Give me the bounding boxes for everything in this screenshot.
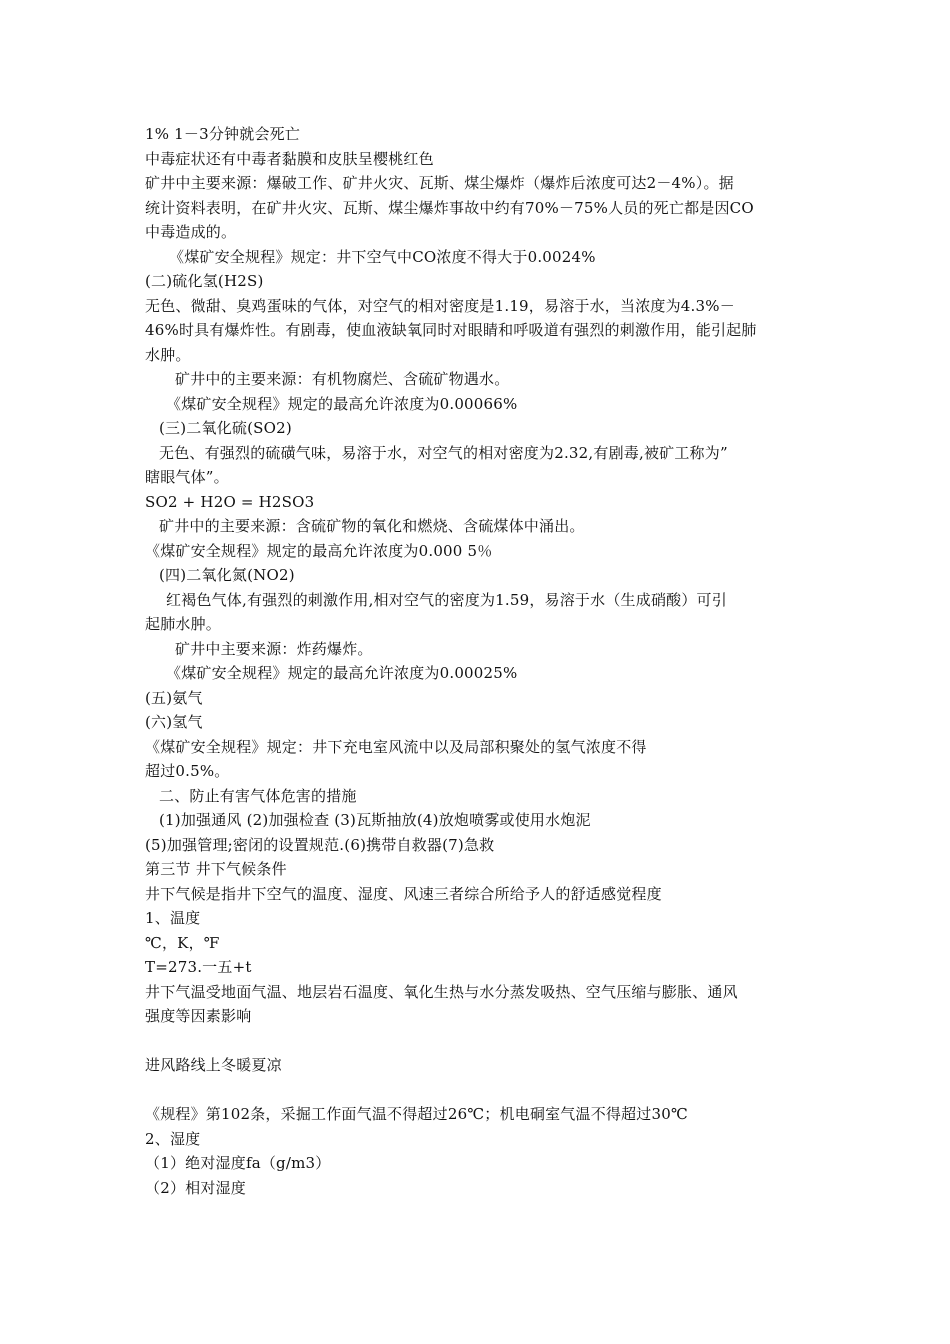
regulation-line: 《煤矿安全规程》规定：井下空气中CO浓度不得大于0.0024% (169, 247, 596, 266)
subsection-heading: 2、湿度 (145, 1129, 201, 1148)
section-heading: 二、防止有害气体危害的措施 (159, 786, 357, 805)
section-heading: (五)氨气 (145, 688, 203, 707)
section-heading: (三)二氧化硫(SO2) (159, 419, 292, 437)
text-line: 井下气温受地面气温、地层岩石温度、氧化生热与水分蒸发吸热、空气压缩与膨胀、通风 (145, 982, 738, 1001)
equation-line: SO2 + H2O = H2SO3 (145, 492, 315, 511)
regulation-line: 《煤矿安全规程》规定的最高允许浓度为0.00066% (166, 394, 518, 413)
text-line: 矿井中的主要来源：有机物腐烂、含硫矿物遇水。 (175, 370, 510, 388)
regulation-line: 《规程》第102条，采掘工作面气温不得超过26℃；机电硐室气温不得超过30℃ (145, 1105, 688, 1123)
list-item: （1）绝对湿度fa（g/m3） (145, 1154, 331, 1172)
formula-line: T=273.一五+t (145, 958, 252, 976)
text-line: 1% 1－3分钟就会死亡 (145, 125, 301, 143)
text-line: 红褐色气体,有强烈的刺激作用,相对空气的密度为1.59，易溶于水（生成硝酸）可引 (166, 590, 727, 609)
text-line: 水肿。 (145, 345, 191, 364)
text-line: 起肺水肿。 (145, 615, 222, 633)
text-line: 中毒造成的。 (145, 223, 237, 241)
text-line: 统计资料表明，在矿井火灾、瓦斯、煤尘爆炸事故中约有70%－75%人员的死亡都是因CO (145, 198, 754, 217)
regulation-line: 《煤矿安全规程》规定：井下充电室风流中以及局部积聚处的氢气浓度不得 (145, 737, 647, 756)
text-line: 超过0.5%。 (145, 762, 230, 780)
document-body (145, 122, 815, 1200)
units-line: ℃，K，℉ (145, 933, 220, 952)
text-line: 进风路线上冬暖夏凉 (145, 1056, 282, 1074)
blank-line (145, 1078, 815, 1103)
section-heading: (六)氢气 (145, 713, 203, 731)
text-line: 无色、微甜、臭鸡蛋味的气体，对空气的相对密度是1.19，易溶于水，当浓度为4.3%－ (145, 296, 735, 315)
text-line: 瞎眼气体”。 (145, 468, 229, 486)
measures-line: (1)加强通风 (2)加强检查 (3)瓦斯抽放(4)放炮喷雾或使用水炮泥 (159, 811, 591, 829)
text-line: 强度等因素影响 (145, 1007, 252, 1025)
subsection-heading: 1、温度 (145, 909, 201, 927)
list-item: （2）相对湿度 (145, 1178, 246, 1197)
text-line: 矿井中主要来源：爆破工作、矿井火灾、瓦斯、煤尘爆炸（爆炸后浓度可达2－4%）。据 (145, 174, 734, 192)
regulation-line: 《煤矿安全规程》规定的最高允许浓度为0.00025% (166, 664, 518, 682)
text-line: 无色、有强烈的硫磺气味，易溶于水，对空气的相对密度为2.32,有剧毒,被矿工称为” (159, 443, 728, 462)
text-line: 井下气候是指井下空气的温度、湿度、风速三者综合所给予人的舒适感觉程度 (145, 884, 662, 903)
section-heading: (二)硫化氢(H2S) (145, 272, 264, 290)
regulation-line: 《煤矿安全规程》规定的最高允许浓度为0.000 5％ (145, 541, 493, 560)
section-heading: 第三节 井下气候条件 (145, 860, 287, 878)
blank-line (145, 1029, 815, 1054)
text-line: 46%时具有爆炸性。有剧毒，使血液缺氧同时对眼睛和呼吸道有强烈的刺激作用，能引起肺 (145, 321, 757, 339)
text-line: 矿井中主要来源：炸药爆炸。 (175, 639, 373, 658)
section-heading: (四)二氧化氮(NO2) (159, 566, 295, 584)
measures-line: (5)加强管理;密闭的设置规范.(6)携带自救器(7)急救 (145, 835, 495, 854)
text-line: 矿井中的主要来源：含硫矿物的氧化和燃烧、含硫煤体中涌出。 (159, 517, 585, 535)
text-line: 中毒症状还有中毒者黏膜和皮肤呈樱桃红色 (145, 149, 434, 168)
